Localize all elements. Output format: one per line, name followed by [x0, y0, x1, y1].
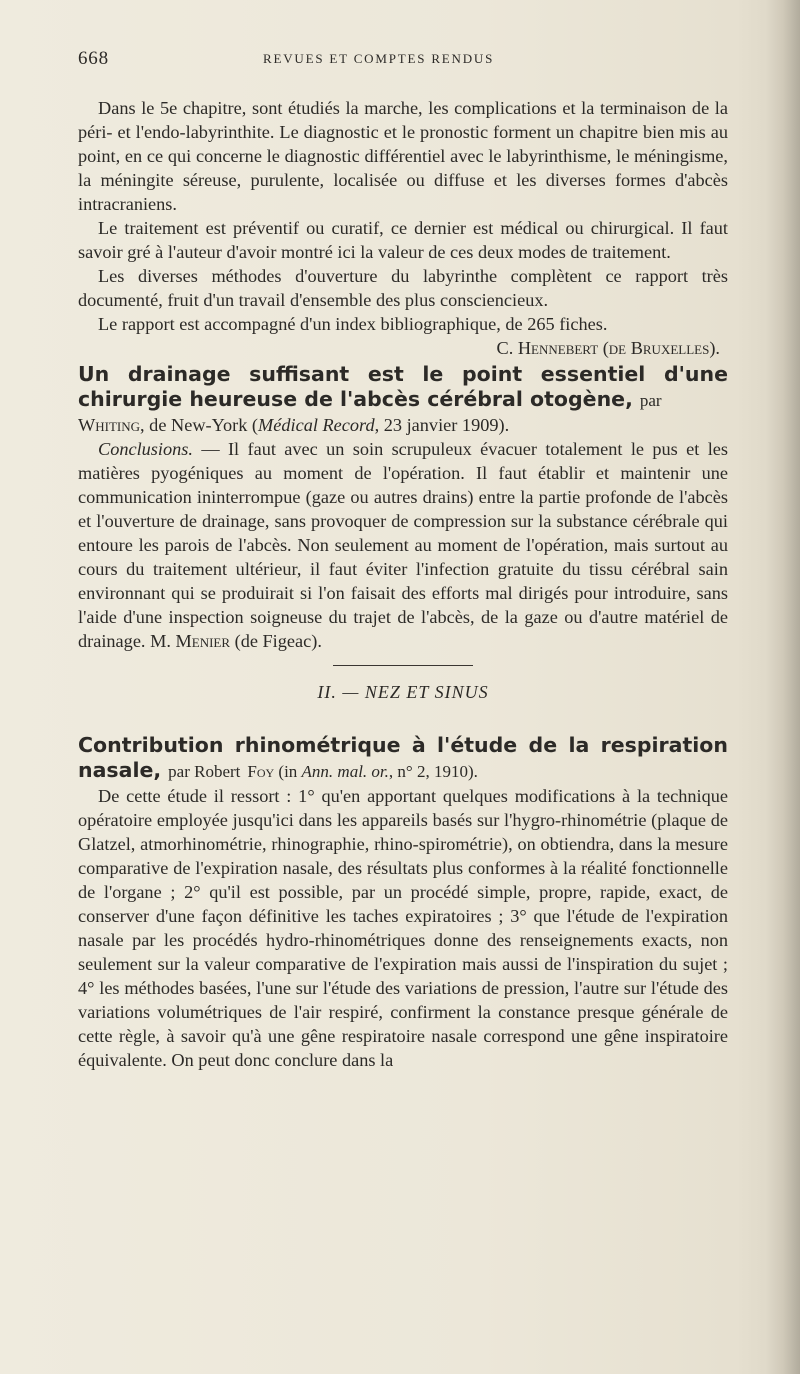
signature-text: C. Hennebert (de Bruxelles).: [496, 338, 720, 358]
article-title: Un drainage suffisant est le point essentiel d'une chirurgie heureuse de l'abcès cérébral otogène,: [78, 362, 728, 411]
signature-suffix: (de Figeac).: [230, 631, 322, 651]
signature-prefix: M.: [150, 631, 176, 651]
article-date: , 23 janvier 1909).: [374, 415, 510, 435]
article-heading: [78, 362, 728, 413]
section-title: II. — NEZ ET SINUS: [317, 682, 489, 702]
article-author: Whiting: [78, 415, 141, 435]
signature-name: Menier: [175, 631, 231, 651]
conclusions-text: — Il faut avec un soin scrupuleux évacuer totalement le pus et les matières pyogéniques au moment de l'opération. Il faut établir et maintenir une communication ininterrompue (gaze ou autres drains) entre la partie profonde de l'abcès et l'ouverture de drainage, sans provoquer de compression sur la substance cérébrale qui entoure les parois de l'abcès. Non seulement au moment de l'opération, mais surtout au cours du traitement ultérieur, il faut éviter l'infection gratuite du tissu cérébral sain environnant qui se produirait si l'on faisait des efforts mal dirigés pour introduire, sans l'aide d'une inspection soigneuse du trajet de l'abcès, de la gaze ou d'autre matériel de drainage.: [78, 439, 728, 651]
article-rhinometry: [78, 733, 728, 1072]
page-number: 668: [78, 48, 109, 69]
article-journal: Médical Record: [258, 415, 375, 435]
article-journal: Ann. mal. or.: [301, 762, 389, 781]
section-divider: [333, 665, 473, 666]
article-place: , de New-York (: [140, 415, 259, 435]
article-drainage: [78, 362, 728, 653]
article-by: par: [639, 391, 662, 410]
signature: [78, 336, 728, 360]
article-source: [78, 413, 728, 437]
article-body: [78, 437, 728, 653]
article-body: De cette étude il ressort : 1° qu'en apportant quelques modifications à la technique opératoire employée jusqu'ici dans les appareils basés sur l'hygro-rhinométrie (plaque de Glatzel, atmorhinométrie, rhinographie, rhino-spirométrie), on obtiendra, dans la mesure comparative de l'expiration nasale, des résultats plus conformes à la réalité fonctionnelle de l'organe ; 2° qu'il est possible, par un procédé simple, propre, rapide, exact, de conserver d'une façon définitive les taches expiratoires ; 3° que l'étude de l'expiration nasale par les procédés hydro-rhinométriques donne des renseignements exacts, non seulement sur la valeur comparative de l'expiration mais aussi de l'inspiration du sujet ; 4° les méthodes basées, l'une sur l'étude des variations de pression, l'autre sur l'étude des variations volumétriques de l'air respiré, confirment la constance presque générale de cette règle, à savoir qu'à une gêne respiratoire nasale correspond une gêne inspiratoire équivalente. On peut donc conclure dans la: [78, 786, 728, 1070]
article-heading: [78, 733, 728, 784]
paragraph: Le traitement est préventif ou curatif, ce dernier est médical ou chirurgical. Il faut savoir gré à l'auteur d'avoir montré ici la valeur de ces deux modes de traitement.: [78, 218, 728, 262]
paragraph: Les diverses méthodes d'ouverture du labyrinthe complètent ce rapport très documenté, fruit d'un travail d'ensemble des plus consciencieux.: [78, 266, 728, 310]
article-by: par Robert: [168, 762, 241, 781]
article-source-open: (in: [274, 762, 302, 781]
page-content: [78, 42, 728, 1072]
running-title: REVUES ET COMPTES RENDUS: [263, 51, 495, 66]
review-continuation: [78, 96, 728, 360]
article-author: Foy: [247, 762, 275, 781]
article-source-close: , n° 2, 1910).: [388, 762, 478, 781]
paragraph: Le rapport est accompagné d'un index bibliographique, de 265 fiches.: [98, 314, 608, 334]
running-head: [78, 42, 728, 72]
conclusions-label: Conclusions.: [98, 439, 193, 459]
article-title: Contribution rhinométrique à l'étude de la respiration nasale,: [78, 733, 728, 782]
page-edge-shadow: [766, 0, 800, 1374]
paragraph: Dans le 5e chapitre, sont étudiés la marche, les complications et la terminaison de la péri- et l'endo-labyrinthite. Le diagnostic et le pronostic forment un chapitre bien mis au point, en ce qui concerne le diagnostic différentiel avec le labyrinthisme, le méningisme, la méningite séreuse, purulente, localisée ou diffuse et les diverses formes d'abcès intracraniens.: [78, 98, 728, 214]
